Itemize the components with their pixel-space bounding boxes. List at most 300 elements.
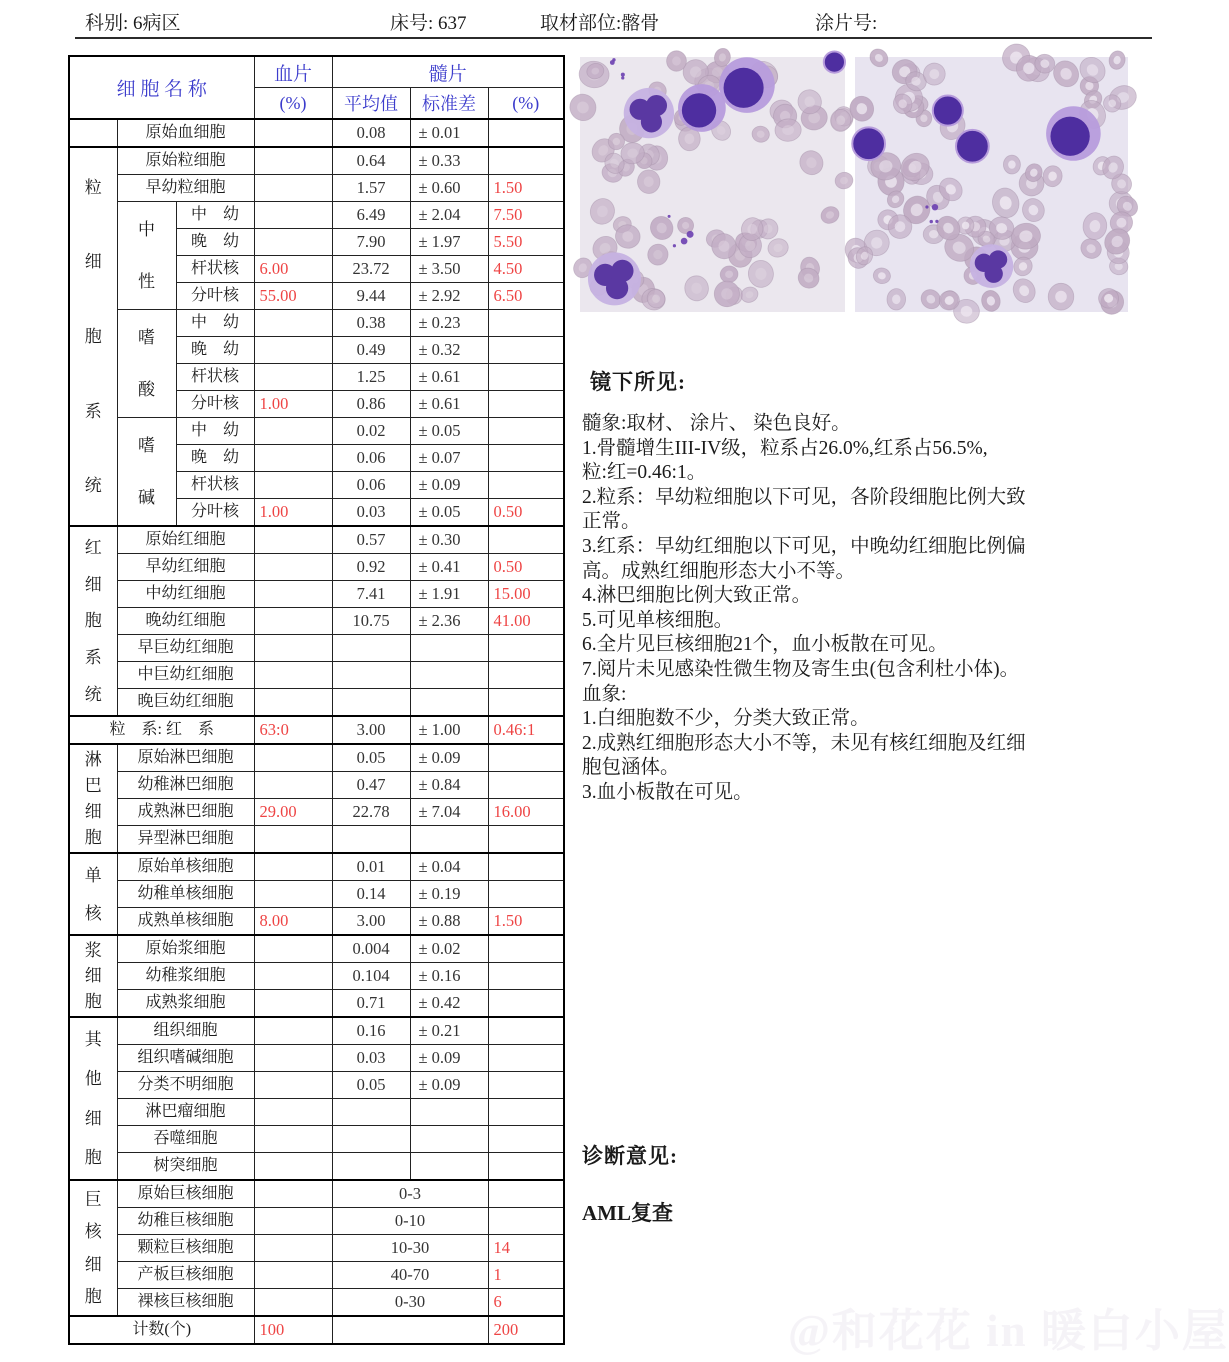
group-label <box>69 119 117 147</box>
mean-value <box>332 689 410 717</box>
sd-value: ± 1.91 <box>410 581 488 608</box>
mean-value: 0.01 <box>332 853 410 881</box>
findings-section <box>582 366 1167 806</box>
mean-value: 0.47 <box>332 772 410 799</box>
mean-value: 0.104 <box>332 963 410 990</box>
group-label <box>69 526 117 716</box>
pct-value: 1 <box>488 1262 564 1289</box>
cell-name: 杆状核 <box>176 256 254 283</box>
cell-name: 成熟淋巴细胞 <box>117 799 254 826</box>
sd-value: ± 0.04 <box>410 853 488 881</box>
pct-value: 7.50 <box>488 202 564 229</box>
table-row <box>69 935 564 963</box>
cell-name: 原始粒细胞 <box>117 147 254 175</box>
blood-pct-value <box>254 445 332 472</box>
sd-value: ± 3.50 <box>410 256 488 283</box>
pct-value: 0.46:1 <box>488 716 564 744</box>
mean-value: 0.05 <box>332 744 410 772</box>
pct-value: 16.00 <box>488 799 564 826</box>
pct-value <box>488 418 564 445</box>
findings-line: 1.白细胞数不少，分类大致正常。 <box>582 708 870 730</box>
blood-pct-value <box>254 1262 332 1289</box>
diagnosis-section <box>582 1140 678 1227</box>
blood-pct-value <box>254 554 332 581</box>
sd-value: ± 0.16 <box>410 963 488 990</box>
findings-body <box>582 412 1167 806</box>
mean-value <box>332 662 410 689</box>
pct-value: 15.00 <box>488 581 564 608</box>
blood-pct-value <box>254 608 332 635</box>
table-row <box>69 716 564 744</box>
blood-pct-value <box>254 310 332 337</box>
subgroup-label <box>117 202 176 310</box>
sd-value <box>410 1126 488 1153</box>
findings-line: 2.粒系：早幼粒细胞以下可见，各阶段细胞比例大致 <box>582 486 1026 508</box>
header-pct: (%) <box>488 88 564 120</box>
blood-pct-value: 1.00 <box>254 391 332 418</box>
group-label <box>69 853 117 935</box>
mean-value: 0.86 <box>332 391 410 418</box>
cell-name: 组织嗜碱细胞 <box>117 1045 254 1072</box>
sd-value: ± 2.04 <box>410 202 488 229</box>
blood-pct-value <box>254 1072 332 1099</box>
sd-value: ± 0.32 <box>410 337 488 364</box>
blood-pct-value: 6.00 <box>254 256 332 283</box>
sd-value: ± 0.19 <box>410 881 488 908</box>
pct-value <box>488 364 564 391</box>
findings-line: 6.全片见巨核细胞21个，血小板散在可见。 <box>582 634 948 656</box>
mean-value <box>332 635 410 662</box>
blood-pct-value <box>254 881 332 908</box>
findings-line: 髓象:取材、 涂片、 染色良好。 <box>582 413 851 434</box>
meta-label: 床号: <box>390 13 439 34</box>
mean-value: 0.49 <box>332 337 410 364</box>
group-label <box>69 147 117 526</box>
mean-value: 0.06 <box>332 445 410 472</box>
table-row <box>69 772 564 799</box>
mean-value: 22.78 <box>332 799 410 826</box>
findings-line: 3.红系：早幼红细胞以下可见，中晚幼红细胞比例偏 <box>582 535 1026 557</box>
group-label <box>69 1180 117 1316</box>
blood-pct-value <box>254 935 332 963</box>
cell-name: 吞噬细胞 <box>117 1126 254 1153</box>
blood-pct-value <box>254 689 332 717</box>
cell-name: 幼稚巨核细胞 <box>117 1208 254 1235</box>
table-row <box>69 581 564 608</box>
range-value: 0-30 <box>332 1289 488 1317</box>
mean-value: 3.00 <box>332 908 410 936</box>
diagnosis-text: AML复查 <box>582 1201 673 1225</box>
cell-table-rows <box>69 119 564 1344</box>
blood-pct-value <box>254 1045 332 1072</box>
cell-name: 产板巨核细胞 <box>117 1262 254 1289</box>
cell-name: 早幼粒细胞 <box>117 175 254 202</box>
pct-value: 6.50 <box>488 283 564 310</box>
header-marrow: 髓片 <box>332 56 564 88</box>
sd-value: ± 0.09 <box>410 744 488 772</box>
sd-value: ± 0.05 <box>410 418 488 445</box>
pct-value <box>488 526 564 554</box>
cell-name: 早幼红细胞 <box>117 554 254 581</box>
group-label <box>69 744 117 853</box>
findings-line: 3.血小板散在可见。 <box>582 781 753 803</box>
pct-value: 0.50 <box>488 554 564 581</box>
sd-value: ± 0.05 <box>410 499 488 527</box>
mean-value: 3.00 <box>332 716 410 744</box>
sd-value: ± 0.23 <box>410 310 488 337</box>
pct-value <box>488 391 564 418</box>
cell-name: 中巨幼红细胞 <box>117 662 254 689</box>
mean-value: 0.06 <box>332 472 410 499</box>
group-label <box>69 935 117 1017</box>
pct-value <box>488 635 564 662</box>
pct-value: 6 <box>488 1289 564 1317</box>
cell-name: 幼稚浆细胞 <box>117 963 254 990</box>
pct-value <box>488 689 564 717</box>
mean-value <box>332 1126 410 1153</box>
table-row <box>69 826 564 854</box>
cell-name: 颗粒巨核细胞 <box>117 1235 254 1262</box>
sd-value: ± 2.36 <box>410 608 488 635</box>
pct-value: 5.50 <box>488 229 564 256</box>
pct-value <box>488 1126 564 1153</box>
group-label-text: 红 细 胞 系 统 <box>84 537 102 705</box>
blood-pct-value <box>254 119 332 147</box>
table-row <box>69 418 564 445</box>
sd-value <box>410 826 488 854</box>
blood-pct-value <box>254 1017 332 1045</box>
sd-value: ± 0.84 <box>410 772 488 799</box>
blood-pct-value: 55.00 <box>254 283 332 310</box>
meta-value: 637 <box>438 13 467 34</box>
blood-pct-value <box>254 826 332 854</box>
meta-value: 6病区 <box>133 13 181 34</box>
mean-value: 23.72 <box>332 256 410 283</box>
mean-value: 0.64 <box>332 147 410 175</box>
subgroup-label-text: 嗜 碱 <box>138 436 155 507</box>
subgroup-label <box>117 310 176 418</box>
cell-name: 原始红细胞 <box>117 526 254 554</box>
sd-value: ± 0.60 <box>410 175 488 202</box>
header-sd: 标准差 <box>410 88 488 120</box>
blood-pct-value <box>254 853 332 881</box>
range-value: 0-10 <box>332 1208 488 1235</box>
table-row <box>69 689 564 717</box>
table-row <box>69 744 564 772</box>
blood-pct-value <box>254 229 332 256</box>
pct-value <box>488 147 564 175</box>
sd-value: ± 0.02 <box>410 935 488 963</box>
cell-name: 杆状核 <box>176 472 254 499</box>
table-row <box>69 310 564 337</box>
mean-value: 0.03 <box>332 499 410 527</box>
pct-value <box>488 772 564 799</box>
table-row <box>69 1289 564 1317</box>
blood-pct-value <box>254 526 332 554</box>
blood-pct-value <box>254 990 332 1018</box>
meta-label: 科别: <box>85 13 134 34</box>
mean-value: 0.71 <box>332 990 410 1018</box>
table-row <box>69 1262 564 1289</box>
pct-value <box>488 445 564 472</box>
pct-value <box>488 337 564 364</box>
blood-pct-value <box>254 581 332 608</box>
subgroup-label-text: 嗜 酸 <box>138 328 155 399</box>
mean-value: 0.16 <box>332 1017 410 1045</box>
blood-pct-value <box>254 963 332 990</box>
header-cell-name: 细 胞 名 称 <box>69 56 254 119</box>
group-label-text: 粒 细 胞 系 统 <box>84 177 102 496</box>
pct-value <box>488 1180 564 1208</box>
table-row <box>69 1316 564 1344</box>
sd-value: ± 7.04 <box>410 799 488 826</box>
table-row <box>69 1045 564 1072</box>
table-row <box>69 1072 564 1099</box>
table-row <box>69 1099 564 1126</box>
pct-value <box>488 1208 564 1235</box>
sd-value <box>410 1153 488 1181</box>
sd-value <box>410 635 488 662</box>
group-label-text <box>70 122 117 144</box>
sd-value: ± 0.33 <box>410 147 488 175</box>
diagnosis-title: 诊断意见: <box>582 1144 678 1168</box>
pct-value <box>488 990 564 1018</box>
blood-pct-value <box>254 175 332 202</box>
mean-value: 0.004 <box>332 935 410 963</box>
meta-value: 髂骨 <box>621 13 660 34</box>
range-value: 10-30 <box>332 1235 488 1262</box>
cell-name: 晚幼红细胞 <box>117 608 254 635</box>
mean-value: 10.75 <box>332 608 410 635</box>
pct-value <box>488 1099 564 1126</box>
group-label-text: 单 核 <box>84 865 102 923</box>
cell-name: 原始巨核细胞 <box>117 1180 254 1208</box>
meta-field-slide <box>815 8 877 35</box>
table-row <box>69 908 564 936</box>
findings-line: 高。成熟红细胞形态大小不等。 <box>582 560 856 582</box>
sd-value: ± 1.00 <box>410 716 488 744</box>
cell-name: 原始淋巴细胞 <box>117 744 254 772</box>
cell-name: 中 幼 <box>176 310 254 337</box>
pct-value <box>488 1045 564 1072</box>
cell-name: 分叶核 <box>176 283 254 310</box>
micrograph-left-image <box>580 57 845 312</box>
table-row <box>69 963 564 990</box>
sd-value: ± 0.61 <box>410 364 488 391</box>
table-row <box>69 554 564 581</box>
cell-name: 早巨幼红细胞 <box>117 635 254 662</box>
blood-pct-value: 1.00 <box>254 499 332 527</box>
meta-field-department <box>85 8 181 35</box>
cell-name: 中幼红细胞 <box>117 581 254 608</box>
mean-value: 0.08 <box>332 119 410 147</box>
pct-value <box>488 881 564 908</box>
pct-value <box>488 119 564 147</box>
cell-name: 中 幼 <box>176 418 254 445</box>
blood-pct-value <box>254 1208 332 1235</box>
group-label <box>69 1017 117 1180</box>
sd-value <box>410 662 488 689</box>
findings-line: 血象: <box>582 683 627 705</box>
group-label-text: 浆 细 胞 <box>84 941 102 1011</box>
findings-line: 7.阅片未见感染性微生物及寄生虫(包含利杜小体)。 <box>582 658 1020 680</box>
findings-title: 镜下所见: <box>590 370 686 394</box>
table-row <box>69 1017 564 1045</box>
findings-line: 1.骨髓增生III-IV级，粒系占26.0%,红系占56.5%, <box>582 437 988 459</box>
cell-name: 分叶核 <box>176 391 254 418</box>
header-blood-pct: (%) <box>254 88 332 120</box>
mean-value <box>332 1153 410 1181</box>
sd-value <box>410 1099 488 1126</box>
cell-name: 原始血细胞 <box>117 119 254 147</box>
mean-value: 1.57 <box>332 175 410 202</box>
meta-label: 取材部位: <box>540 13 622 34</box>
blood-pct-value: 8.00 <box>254 908 332 936</box>
cell-name: 分叶核 <box>176 499 254 527</box>
blood-pct-value <box>254 1153 332 1181</box>
range-value <box>332 1316 488 1344</box>
mean-value: 0.92 <box>332 554 410 581</box>
blood-pct-value <box>254 147 332 175</box>
sd-value: ± 2.92 <box>410 283 488 310</box>
sd-value: ± 0.41 <box>410 554 488 581</box>
mean-value: 0.57 <box>332 526 410 554</box>
table-row <box>69 147 564 175</box>
subgroup-label-text: 中 性 <box>138 220 155 291</box>
table-row <box>69 662 564 689</box>
blood-pct-value <box>254 364 332 391</box>
sd-value: ± 1.97 <box>410 229 488 256</box>
table-row <box>69 1126 564 1153</box>
cell-name: 异型淋巴细胞 <box>117 826 254 854</box>
pct-value <box>488 310 564 337</box>
table-head <box>69 56 564 119</box>
table-row <box>69 1153 564 1181</box>
cell-name: 计数(个) <box>69 1316 254 1344</box>
findings-line: 4.淋巴细胞比例大致正常。 <box>582 585 812 607</box>
mean-value: 1.25 <box>332 364 410 391</box>
cell-name: 树突细胞 <box>117 1153 254 1181</box>
table-row <box>69 1235 564 1262</box>
blood-pct-value <box>254 1180 332 1208</box>
pct-value <box>488 963 564 990</box>
sd-value: ± 0.30 <box>410 526 488 554</box>
meta-field-bed <box>390 8 467 35</box>
sd-value: ± 0.88 <box>410 908 488 936</box>
mean-value: 7.41 <box>332 581 410 608</box>
table-row <box>69 635 564 662</box>
pct-value <box>488 744 564 772</box>
table-row <box>69 990 564 1018</box>
table-row <box>69 1208 564 1235</box>
table-row <box>69 202 564 229</box>
mean-value: 6.49 <box>332 202 410 229</box>
micrograph-panel <box>580 57 1128 312</box>
blood-pct-value <box>254 772 332 799</box>
pct-value: 0.50 <box>488 499 564 527</box>
findings-line: 5.可见单核细胞。 <box>582 609 734 631</box>
sd-value: ± 0.09 <box>410 1072 488 1099</box>
table-row <box>69 119 564 147</box>
pct-value <box>488 826 564 854</box>
mean-value: 9.44 <box>332 283 410 310</box>
cell-name: 幼稚单核细胞 <box>117 881 254 908</box>
pct-value <box>488 1072 564 1099</box>
cell-name: 幼稚淋巴细胞 <box>117 772 254 799</box>
mean-value: 0.38 <box>332 310 410 337</box>
pct-value: 41.00 <box>488 608 564 635</box>
table-row <box>69 853 564 881</box>
cell-name: 中 幼 <box>176 202 254 229</box>
pct-value <box>488 472 564 499</box>
blood-pct-value <box>254 635 332 662</box>
pct-value: 1.50 <box>488 175 564 202</box>
pct-value <box>488 662 564 689</box>
sd-value <box>410 689 488 717</box>
blood-pct-value <box>254 418 332 445</box>
micrograph-right-image <box>855 57 1128 312</box>
cell-name: 成熟单核细胞 <box>117 908 254 936</box>
table-row <box>69 175 564 202</box>
pct-value <box>488 853 564 881</box>
cell-name: 晚巨幼红细胞 <box>117 689 254 717</box>
group-label-text: 淋 巴 细 胞 <box>84 750 102 847</box>
header-rule <box>75 37 1152 39</box>
blood-pct-value <box>254 472 332 499</box>
header-blood: 血片 <box>254 56 332 88</box>
cell-name: 晚 幼 <box>176 337 254 364</box>
blood-pct-value <box>254 337 332 364</box>
blood-pct-value <box>254 1126 332 1153</box>
blood-pct-value: 29.00 <box>254 799 332 826</box>
blood-pct-value <box>254 1235 332 1262</box>
pct-value <box>488 935 564 963</box>
table-row <box>69 881 564 908</box>
blood-pct-value <box>254 744 332 772</box>
blood-pct-value: 63:0 <box>254 716 332 744</box>
pct-value: 4.50 <box>488 256 564 283</box>
pct-value: 200 <box>488 1316 564 1344</box>
mean-value: 0.14 <box>332 881 410 908</box>
cell-name: 晚 幼 <box>176 445 254 472</box>
cell-name: 裸核巨核细胞 <box>117 1289 254 1317</box>
cell-name: 原始单核细胞 <box>117 853 254 881</box>
sd-value: ± 0.61 <box>410 391 488 418</box>
subgroup-label <box>117 418 176 527</box>
findings-line: 粒:红=0.46:1。 <box>582 462 707 484</box>
group-label-text: 巨 核 细 胞 <box>84 1189 102 1307</box>
cell-name: 淋巴瘤细胞 <box>117 1099 254 1126</box>
cell-name: 原始浆细胞 <box>117 935 254 963</box>
cell-name: 分类不明细胞 <box>117 1072 254 1099</box>
sd-value: ± 0.09 <box>410 1045 488 1072</box>
pct-value <box>488 1153 564 1181</box>
mean-value: 0.05 <box>332 1072 410 1099</box>
range-value: 40-70 <box>332 1262 488 1289</box>
mean-value: 0.03 <box>332 1045 410 1072</box>
header-mean: 平均值 <box>332 88 410 120</box>
cell-name: 粒 系: 红 系 <box>69 716 254 744</box>
findings-line: 正常。 <box>582 511 641 533</box>
pct-value <box>488 1017 564 1045</box>
findings-line: 胞包涵体。 <box>582 757 680 779</box>
blood-pct-value <box>254 202 332 229</box>
cell-name: 杆状核 <box>176 364 254 391</box>
blood-pct-value <box>254 1099 332 1126</box>
findings-line: 2.成熟红细胞形态大小不等，未见有核红细胞及红细 <box>582 732 1026 754</box>
table-row <box>69 608 564 635</box>
mean-value: 0.02 <box>332 418 410 445</box>
